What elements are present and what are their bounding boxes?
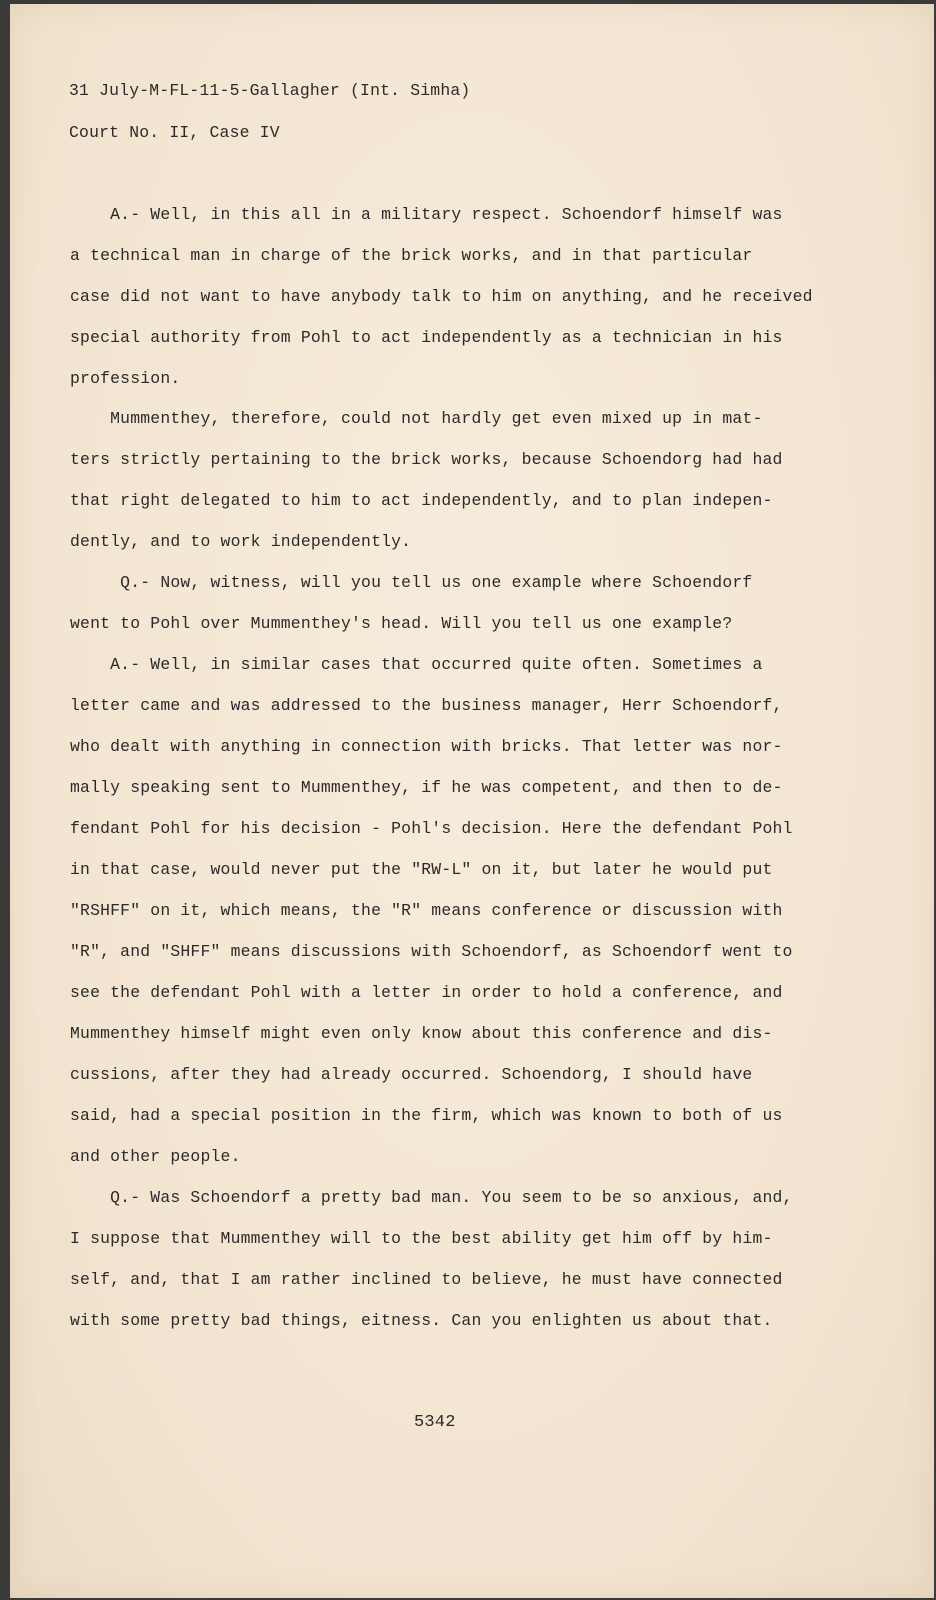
text-line: mally speaking sent to Mummenthey, if he was competent, and then to de- [70,778,783,797]
page-number: 5342 [414,1413,456,1432]
text-line: see the defendant Pohl with a letter in order to hold a conference, and [70,983,783,1002]
header-line-2: Court No. II, Case IV [69,123,280,142]
text-line: self, and, that I am rather inclined to believe, he must have connected [70,1270,783,1289]
document-page [10,4,934,1598]
text-line: Mummenthey, therefore, could not hardly get even mixed up in mat- [70,409,763,428]
text-line: that right delegated to him to act independently, and to plan indepen- [70,491,773,510]
text-line: Q.- Now, witness, will you tell us one example where Schoendorf [70,573,753,592]
text-line: ters strictly pertaining to the brick works, because Schoendorg had had [70,450,783,469]
text-line: and other people. [70,1147,241,1166]
text-line: Q.- Was Schoendorf a pretty bad man. You seem to be so anxious, and, [70,1188,793,1207]
text-line: said, had a special position in the firm, which was known to both of us [70,1106,783,1125]
text-line: cussions, after they had already occurred. Schoendorg, I should have [70,1065,753,1084]
text-line: "R", and "SHFF" means discussions with Schoendorf, as Schoendorf went to [70,942,793,961]
text-line: dently, and to work independently. [70,532,412,551]
text-line: case did not want to have anybody talk to him on anything, and he received [70,287,813,306]
text-line: A.- Well, in similar cases that occurred quite often. Sometimes a [70,655,763,674]
text-line: fendant Pohl for his decision - Pohl's decision. Here the defendant Pohl [70,819,793,838]
text-line: went to Pohl over Mummenthey's head. Will you tell us one example? [70,614,733,633]
text-line: a technical man in charge of the brick works, and in that particular [70,246,753,265]
text-line: who dealt with anything in connection with bricks. That letter was nor- [70,737,783,756]
header-line-1: 31 July-M-FL-11-5-Gallagher (Int. Simha) [69,81,471,100]
text-line: "RSHFF" on it, which means, the "R" means conference or discussion with [70,901,783,920]
text-line: profession. [70,369,181,388]
text-line: in that case, would never put the "RW-L" on it, but later he would put [70,860,773,879]
text-line: letter came and was addressed to the business manager, Herr Schoendorf, [70,696,783,715]
text-line: special authority from Pohl to act independently as a technician in his [70,328,783,347]
text-line: with some pretty bad things, eitness. Can you enlighten us about that. [70,1311,773,1330]
text-line: Mummenthey himself might even only know about this conference and dis- [70,1024,773,1043]
text-line: A.- Well, in this all in a military respect. Schoendorf himself was [70,205,783,224]
text-line: I suppose that Mummenthey will to the best ability get him off by him- [70,1229,773,1248]
